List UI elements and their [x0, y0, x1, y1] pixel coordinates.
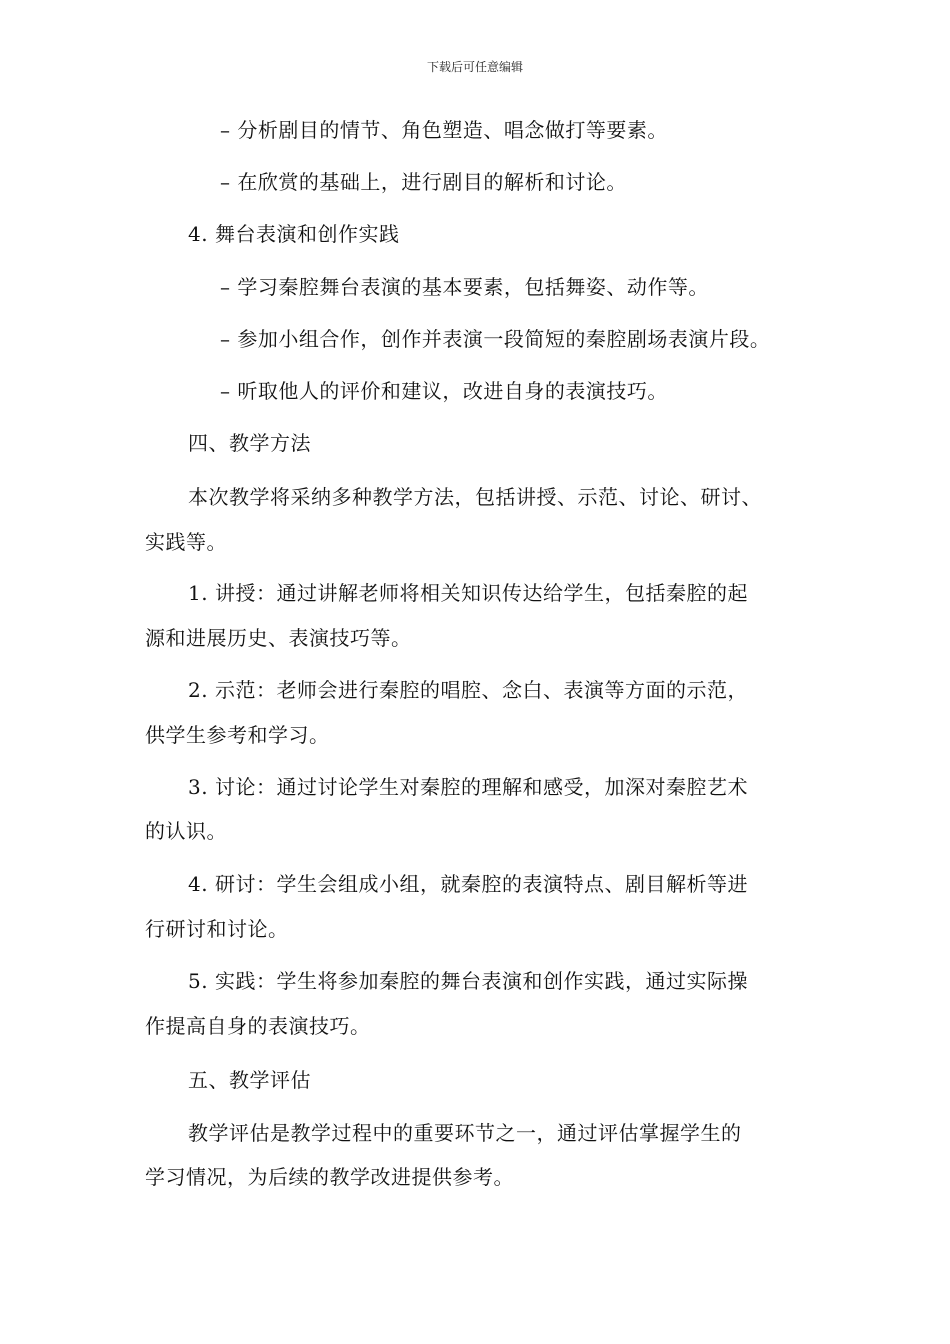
section-5-intro-line-1: 教学评估是教学过程中的重要环节之一，通过评估掌握学生的: [188, 1121, 742, 1145]
bullet-group-work: – 参加小组合作，创作并表演一段简短的秦腔剧场表演片段。: [220, 327, 771, 351]
bullet-discuss-play: – 在欣赏的基础上，进行剧目的解析和讨论。: [220, 170, 627, 194]
method-5-line-2: 作提高自身的表演技巧。: [145, 1014, 371, 1038]
method-2-line-2: 供学生参考和学习。: [145, 723, 330, 747]
method-1-line-1: 1. 讲授：通过讲解老师将相关知识传达给学生，包括秦腔的起: [188, 581, 748, 605]
bullet-feedback: – 听取他人的评价和建议，改进自身的表演技巧。: [220, 379, 668, 403]
method-5-line-1: 5. 实践：学生将参加秦腔的舞台表演和创作实践，通过实际操: [188, 969, 748, 993]
section-4-intro-line-2: 实践等。: [145, 530, 227, 554]
section-5-intro-line-2: 学习情况，为后续的教学改进提供参考。: [145, 1165, 514, 1189]
method-3-line-2: 的认识。: [145, 819, 227, 843]
section-4-heading: 四、教学方法: [188, 431, 311, 455]
method-3-line-1: 3. 讨论：通过讨论学生对秦腔的理解和感受，加深对秦腔艺术: [188, 775, 748, 799]
section-4-intro-line-1: 本次教学将采纳多种教学方法，包括讲授、示范、讨论、研讨、: [188, 485, 762, 509]
bullet-stage-basics: – 学习秦腔舞台表演的基本要素，包括舞姿、动作等。: [220, 275, 709, 299]
section-5-heading: 五、教学评估: [188, 1068, 311, 1092]
method-4-line-2: 行研讨和讨论。: [145, 917, 289, 941]
bullet-analyze-plot: – 分析剧目的情节、角色塑造、唱念做打等要素。: [220, 118, 668, 142]
method-4-line-1: 4. 研讨：学生会组成小组，就秦腔的表演特点、剧目解析等进: [188, 872, 748, 896]
item-4-title: 4. 舞台表演和创作实践: [188, 222, 400, 246]
page-header: 下载后可任意编辑: [426, 60, 523, 74]
method-2-line-1: 2. 示范：老师会进行秦腔的唱腔、念白、表演等方面的示范，: [188, 678, 748, 702]
method-1-line-2: 源和进展历史、表演技巧等。: [145, 626, 412, 650]
